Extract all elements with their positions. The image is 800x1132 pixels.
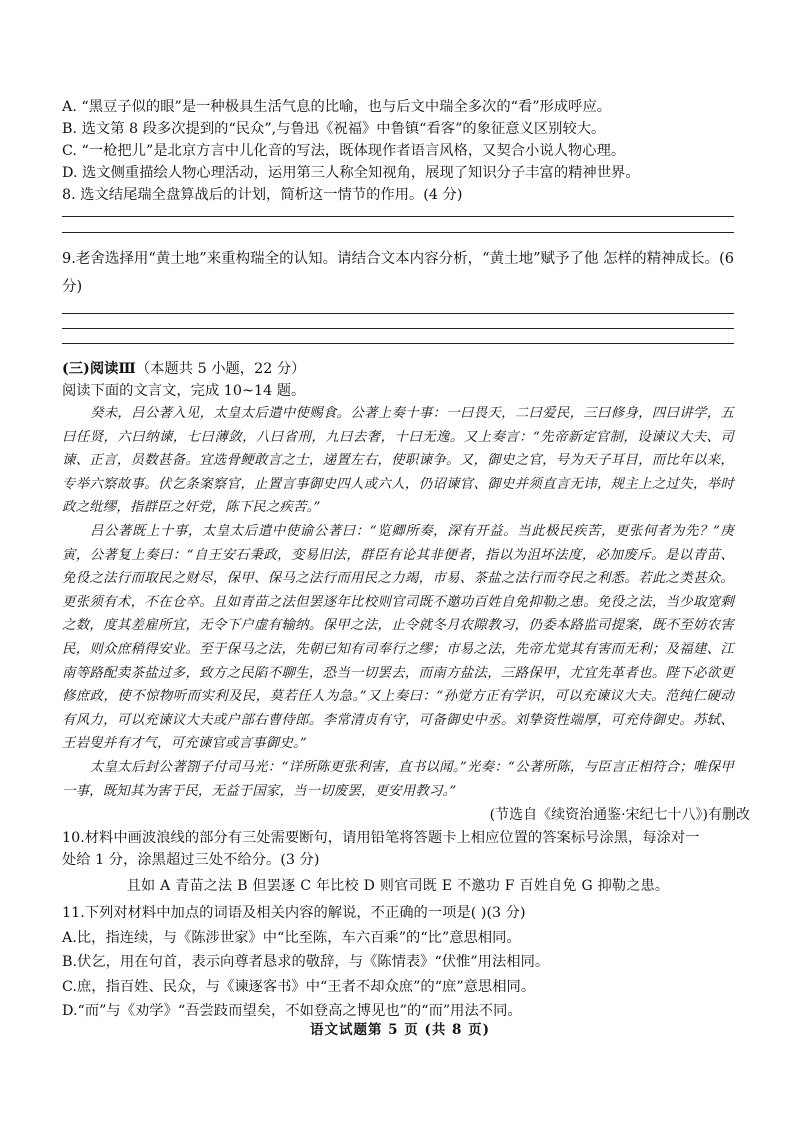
- section-3-title: (三)阅读Ⅲ: [62, 361, 136, 377]
- passage-paragraph-1: 癸未，吕公著入见，太皇太后遣中使赐食。公著上奏十事：一曰畏天，二曰爱民，三曰修身，四曰讲学，五曰任贤，六曰纳谏，七曰薄敛，八曰省刑，九曰去奢，十曰无逸。又上奏言：“先帝新定官制，设谏议大夫、司谏、正言，员数甚备。宜选骨鲠敢言之士，递置左右，使职谏争。又，御史之官，号为天子耳目，而比年以来，专举六察故事。伏乞条案察官，止置言事御史四人或六人，仍诏谏官、御史并须直言无讳，规主上之过失，举时政之纰缪，指群臣之奸党，陈下民之疾苦。”: [62, 406, 734, 516]
- option-c: C. “一枪把儿”是北京方言中儿化音的写法，既体现作者语言风格，又契合小说人物心理。: [62, 143, 626, 159]
- answer-lines-q9: [62, 313, 734, 344]
- question-11-option-b: B.伏乞，用在句首，表示向尊者恳求的敬辞，与《陈情表》“伏惟”用法相同。: [62, 954, 550, 971]
- section-3-instruction: 阅读下面的文言文，完成 10~14 题。: [62, 383, 306, 399]
- page-footer: 语文试题第 5 页 (共 8 页): [309, 1022, 491, 1038]
- answer-line[interactable]: [62, 313, 734, 314]
- question-11-option-a: A.比，指连续，与《陈涉世家》中“比至陈，车六百乘”的“比”意思相同。: [62, 929, 521, 946]
- q7-options: [62, 96, 734, 184]
- question-10-sentence: 且如 A 青苗之法 B 但罢逐 C 年比校 D 则官司既 E 不邀功 F 百姓自免 G 抑勒之患。: [126, 878, 670, 895]
- answer-lines-q8: [62, 216, 734, 233]
- passage-paragraph-2: 吕公著既上十事，太皇太后遣中使谕公著曰：“览卿所奏，深有开益。当此极民疾苦，更张何者为先？”庚寅，公著复上奏曰：“自王安石秉政，变易旧法，群臣有论其非便者，指以为沮坏法度，必加废斥。是以青苗、免役之法行而取民之财尽，保甲、保马之法行而用民之力竭，市易、茶盐之法行而夺民之利悉。若此之类甚众。更张须有术，不在仓卒。且如青苗之法但罢逐年比校则官司既不邀功百姓自免抑勒之患。免役之法，当少取宽剩之数，度其差雇所宜，无令下户虚有输纳。保甲之法，止令就冬月农隙教习，仍委本路监司提案，既不至妨农害民，则众庶稍得安业。至于保马之法，先朝已知有司奉行之缪；市易之法，先帝尤觉其有害而无利；及福建、江南等路配卖茶盐过多，致方之民陷不聊生，恐当一切罢去，而南方盐法，三路保甲，尤宜先革者也。陛下必欲更修庶政，使不惊物听而实利及民，莫若任人为急。”又上奏曰：“孙觉方正有学识，可以充谏议大夫。范纯仁硬动有风力，可以充谏议大夫或户部右曹侍郎。李常清贞有守，可备御史中丞。刘挚资性端厚，可充侍御史。苏轼、王岩叟并有才气，可充谏官或言事御史。”: [62, 523, 734, 752]
- section-3-meta: （本题共 5 小题，22 分）: [135, 361, 306, 377]
- option-d: D. 选文侧重描绘人物心理活动，运用第三人称全知视角，展现了知识分子丰富的精神世界。: [62, 165, 640, 181]
- classical-passage: [62, 402, 734, 803]
- question-11-stem: 11.下列对材料中加点的词语及相关内容的解说，不正确的一项是( )(3 分): [62, 905, 526, 922]
- question-10: [62, 827, 734, 901]
- question-11-option-c: C.庶，指百姓、民众，与《谏逐客书》中“王者不却众庶”的“庶”意思相同。: [62, 978, 536, 995]
- passage-paragraph-3: 太皇太后封公著劄子付司马光：“详所陈更张利害，直书以闻。”光奏：“公著所陈，与臣言正相符合；唯保甲一事，既知其为害于民，无益于国家，当一切废罢，更安用教习。”: [62, 759, 734, 799]
- question-11: [62, 901, 734, 1024]
- section-3: [62, 358, 750, 827]
- passage-source: (节选自《续资治通鉴·宋纪七十八》)有删改: [489, 807, 750, 824]
- question-10-line-2: 处给 1 分，涂黑超过三处不给分。(3 分): [62, 852, 320, 869]
- question-10-line-1: 10.材料中画波浪线的部分有三处需要断句，请用铅笔将答题卡上相应位置的答案标号涂黑，每涂对一: [62, 830, 700, 847]
- exam-page: [62, 96, 750, 1024]
- question-8: 8. 选文结尾瑞全盘算战后的计划，简析这一情节的作用。(4 分): [62, 187, 463, 203]
- question-9: 9.老舍选择用“黄土地”来重构瑞全的认知。请结合文本内容分析，“黄土地”赋予了他 怎样的精神成长。(6 分): [62, 251, 734, 295]
- section-3-heading: [62, 358, 734, 380]
- answer-line[interactable]: [62, 328, 734, 329]
- question-11-option-d: D.“而”与《劝学》“吾尝跂而望矣，不如登高之博见也”的“而”用法不同。: [62, 1003, 522, 1020]
- option-b: B. 选文第 8 段多次提到的“民众”,与鲁迅《祝福》中鲁镇“看客”的象征意义区别较大。: [62, 121, 606, 137]
- answer-line[interactable]: [62, 232, 734, 233]
- answer-line[interactable]: [62, 343, 734, 344]
- answer-line[interactable]: [62, 216, 734, 217]
- option-a: A. “黑豆子似的眼”是一种极具生活气息的比喻，也与后文中瑞全多次的“看”形成呼应。: [62, 99, 612, 115]
